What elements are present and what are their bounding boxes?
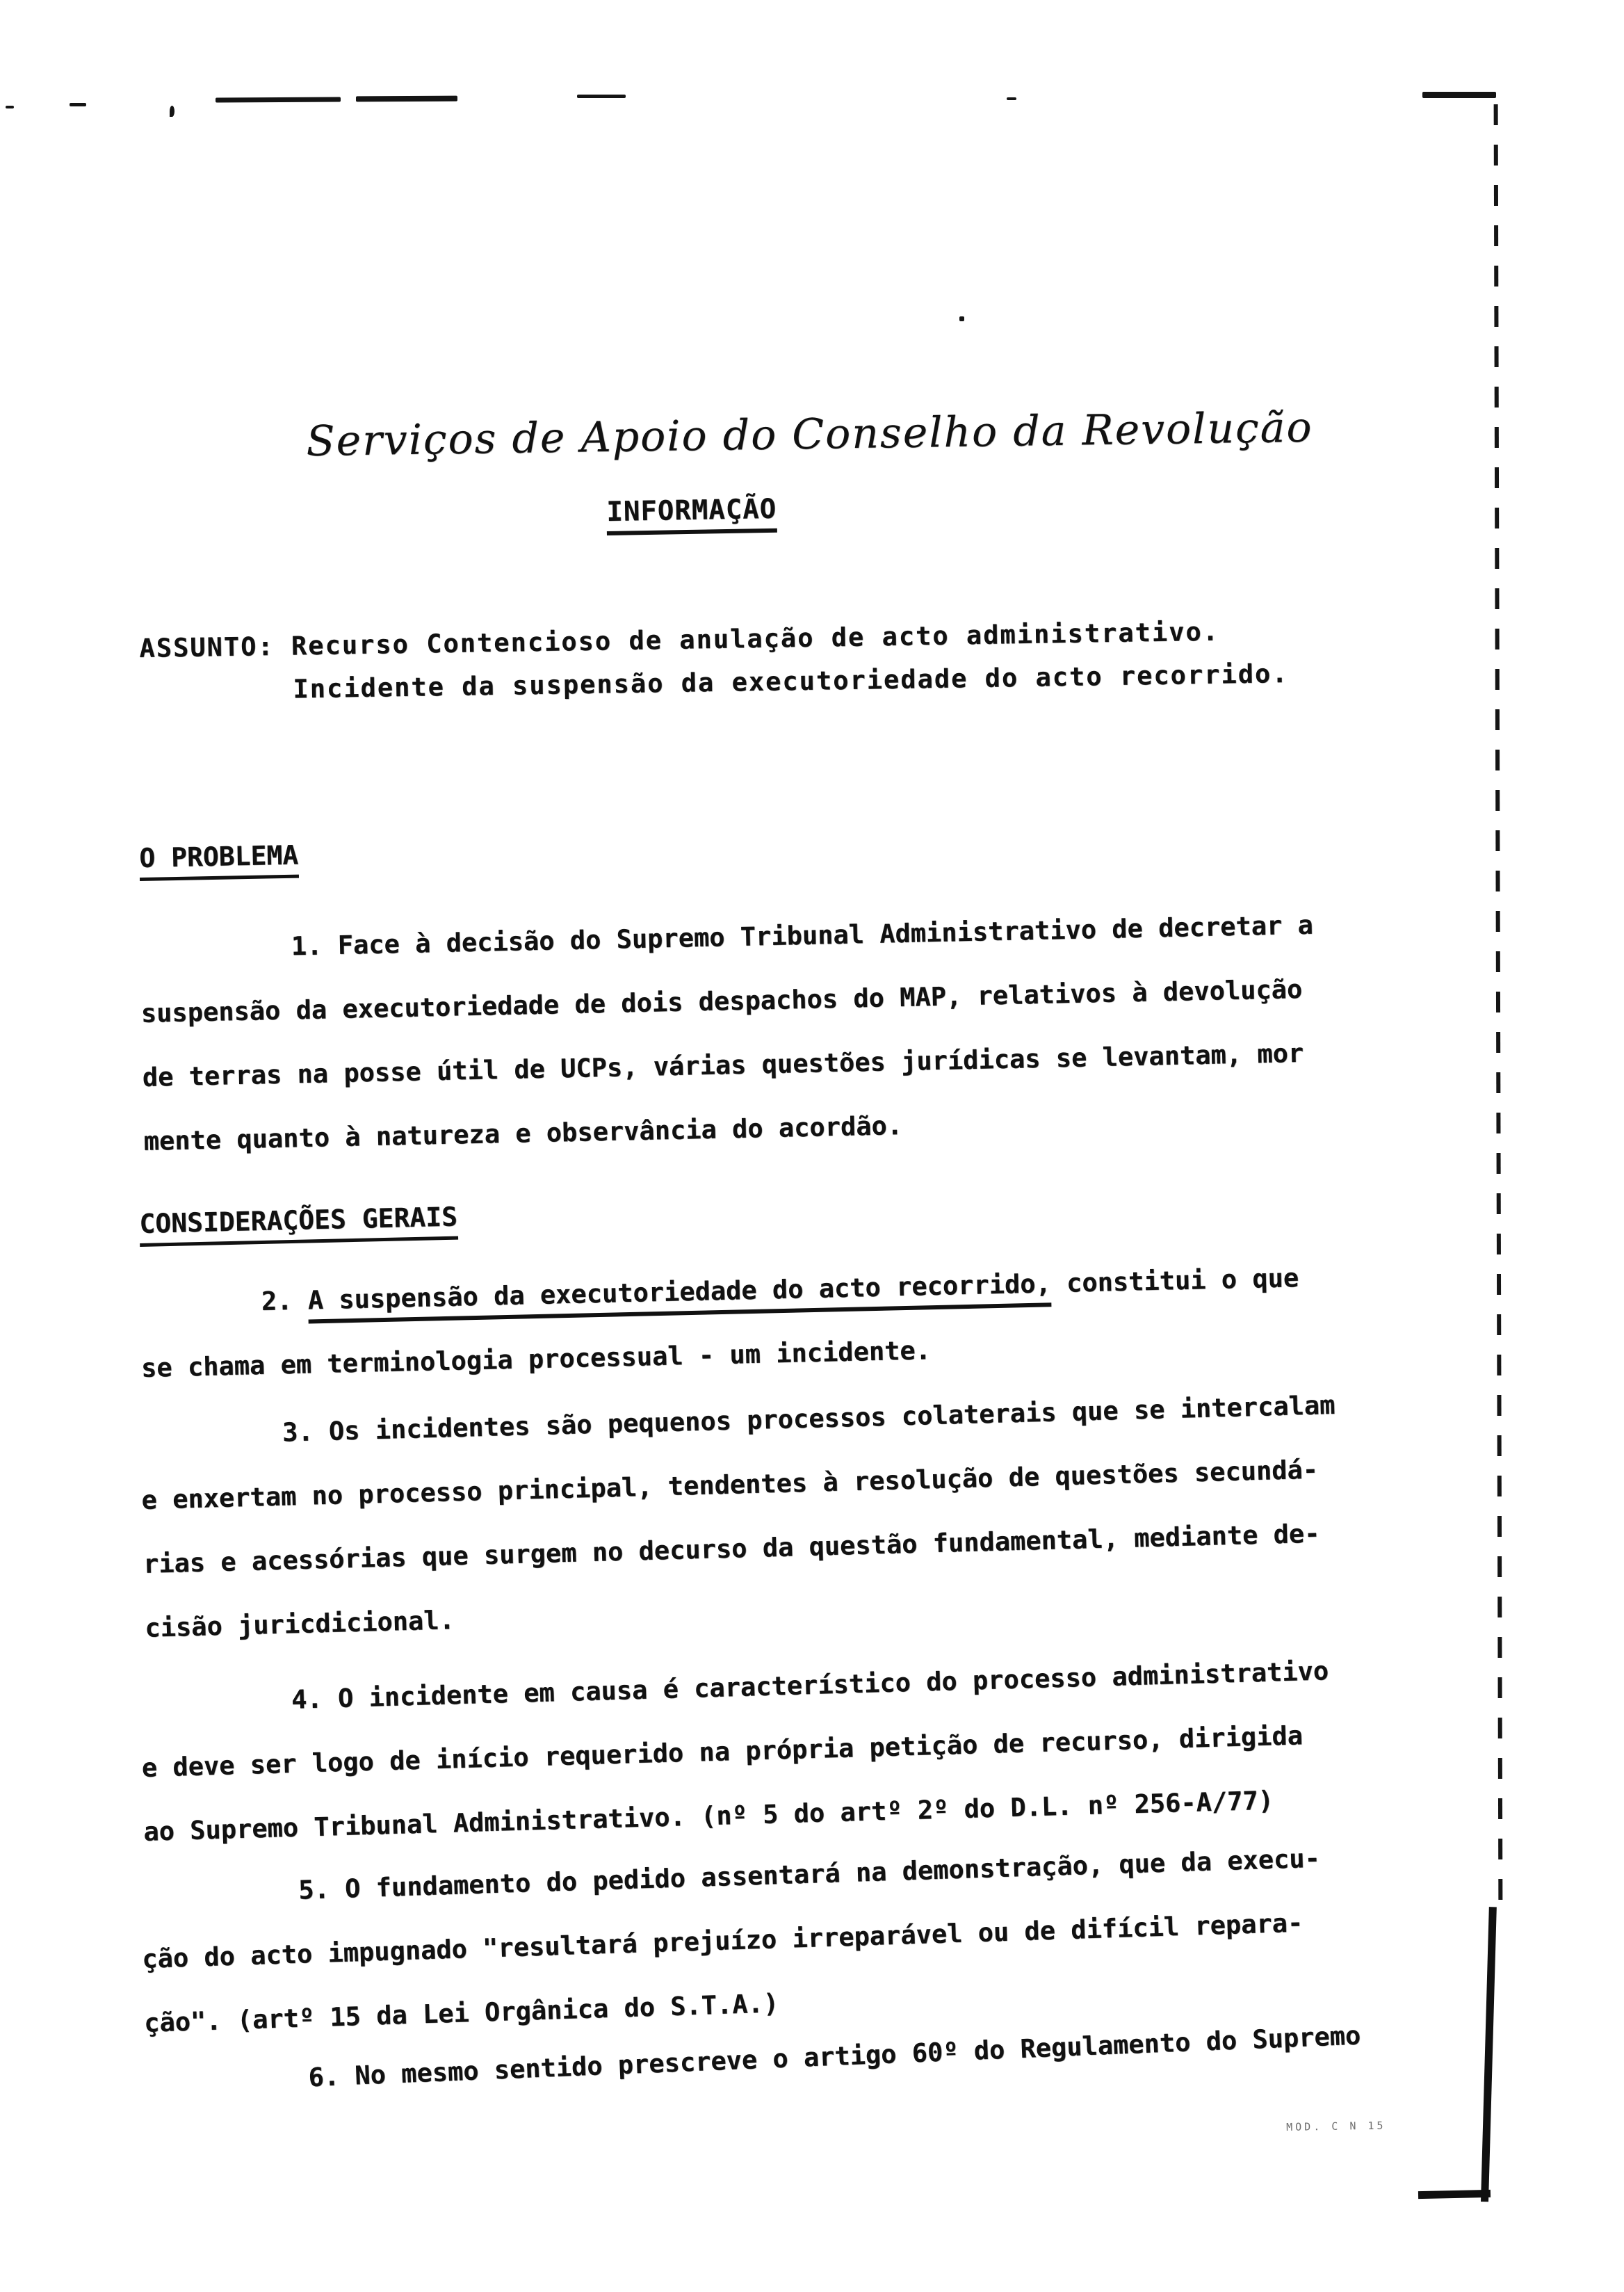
subject-text1: Recurso Contencioso de anulação de acto administrativo. <box>274 616 1220 661</box>
doc-type-title: INFORMAÇÃO <box>606 494 777 535</box>
scan-speck <box>959 316 964 321</box>
scan-dash-segment <box>577 95 626 98</box>
paragraph-2-number: 2. <box>261 1285 309 1317</box>
page-edge-dashed-line <box>1494 104 1503 1905</box>
paragraph-6: 6. No mesmo sentido prescreve o artigo 60º do Regulamento do Supremo <box>307 2020 1362 2093</box>
paragraph-4: 4. O incidente em causa é característico do processo administrativo e deve ser logo de início requerido na própria petição de recurso, dirigida ao Supremo Tribunal Administrativo. (nº 5 do artº 2º do D.L. nº 256-A/77) <box>141 1656 1329 1847</box>
scan-speck <box>70 103 86 106</box>
page-edge-solid-line <box>1481 1907 1497 2202</box>
paragraph-1: 1. Face à decisão do Supremo Tribunal Administrativo de decretar a suspensão da executoriedade de dois despachos do MAP, relativos à devolução de terras na posse útil de UCPs, várias questões jurídicas se levantam, mor mente quanto à natureza e observância do acordão. <box>140 910 1314 1156</box>
paragraph-2-rest: constitui o que <box>1050 1263 1299 1299</box>
letterhead-script-title: Serviços de Apoio do Conselho da Revolução <box>306 403 1313 466</box>
subject-label: ASSUNTO: <box>139 631 275 663</box>
subject-line2: Incidente da suspensão da executoriedade do acto recorrido. <box>293 659 1289 704</box>
subject-block <box>139 609 1289 713</box>
paragraph-5: 5. O fundamento do pedido assentará na demonstração, que da execu- ção do acto impugnado "resultará prejuízo irreparável ou de difícil repara- ção". (artº 15 da Lei Orgânica do S.T.A.) <box>141 1843 1321 2038</box>
paragraph-2-line2: se chama em terminologia processual - um incidente. <box>140 1335 932 1383</box>
form-code: MOD. C N 15 <box>1286 2119 1386 2133</box>
section-heading-problema: O PROBLEMA <box>139 840 299 881</box>
scan-dash-segment <box>1422 92 1496 98</box>
paragraph-3: 3. Os incidentes são pequenos processos colaterais que se intercalam e enxertam no processo principal, tendentes à resolução de questões secundá- rias e acessórias que surgem no decurso da questão fundamental, mediante de- cisão juricdicional. <box>141 1389 1335 1643</box>
scan-speck <box>6 106 14 108</box>
paragraph-2-underlined-phrase: A suspensão da executoriedade do acto recorrido, <box>307 1268 1051 1323</box>
scan-dash-segment <box>356 96 457 102</box>
page-corner-line <box>1418 2190 1491 2199</box>
section-heading-consideracoes: CONSIDERAÇÕES GERAIS <box>139 1202 458 1247</box>
scan-speck <box>1007 97 1016 100</box>
scan-speck <box>170 106 174 117</box>
scan-dash-segment <box>216 97 341 103</box>
